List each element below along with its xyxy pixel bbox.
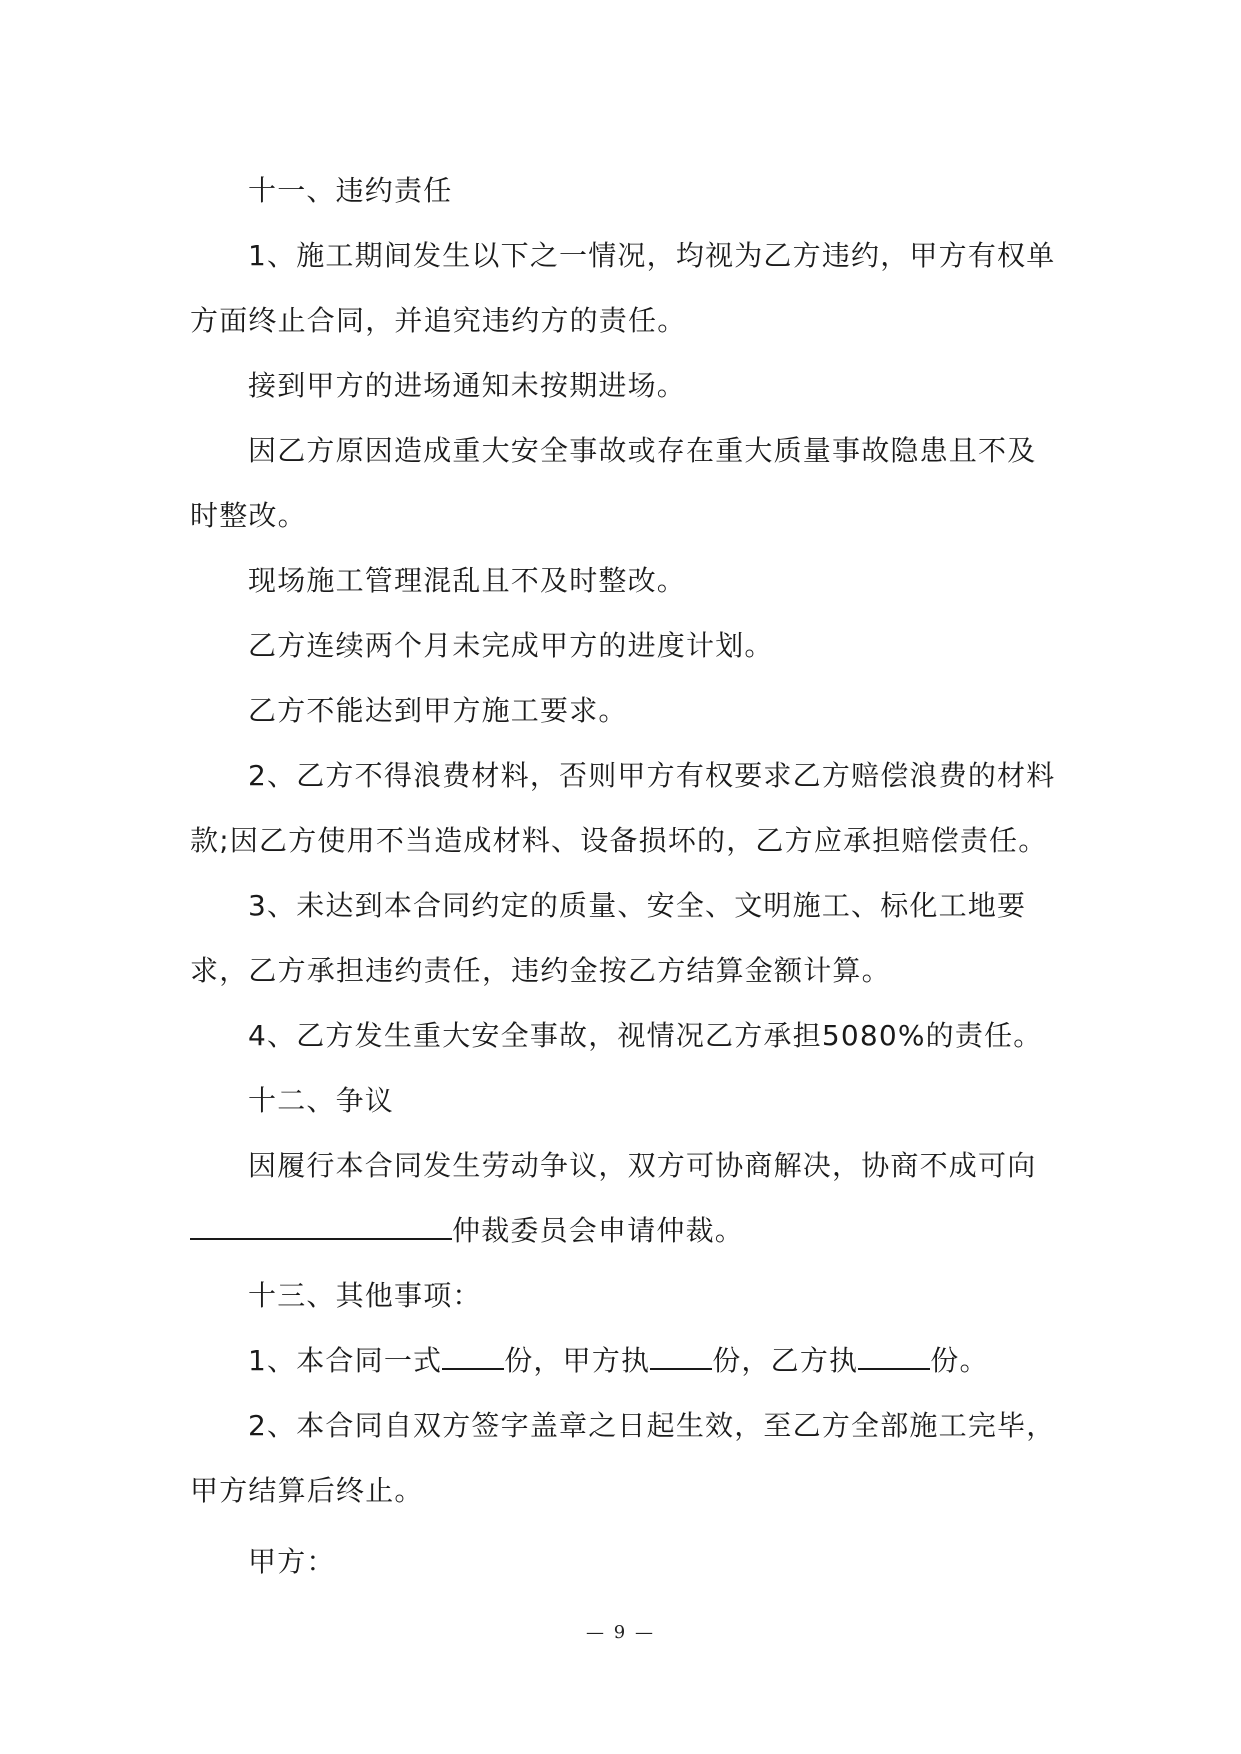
copies-text-1: 1、本合同一式	[248, 1344, 443, 1377]
clause-11-4: 4、乙方发生重大安全事故，视情况乙方承担5080%的责任。	[248, 1019, 1043, 1052]
violation-item-1: 接到甲方的进场通知未按期进场。	[248, 369, 687, 402]
section-11-title: 十一、违约责任	[248, 174, 453, 207]
effective-clause: 2、本合同自双方签字盖章之日起生效，至乙方全部施工完毕，甲方结算后终止。	[190, 1409, 1056, 1507]
violation-item-5: 乙方不能达到甲方施工要求。	[248, 694, 628, 727]
clause-11-3: 3、未达到本合同约定的质量、安全、文明施工、标化工地要求，乙方承担违约责任，违约金按乙方结算金额计算。	[190, 889, 1027, 987]
clause-11-1: 1、施工期间发生以下之一情况，均视为乙方违约，甲方有权单方面终止合同，并追究违约方的责任。	[190, 239, 1056, 337]
violation-item-4: 乙方连续两个月未完成甲方的进度计划。	[248, 629, 774, 662]
clause-11-2: 2、乙方不得浪费材料，否则甲方有权要求乙方赔偿浪费的材料款;因乙方使用不当造成材料、设备损坏的，乙方应承担赔偿责任。	[190, 759, 1056, 857]
arbitration-line	[190, 1198, 1060, 1263]
section-12-title: 十二、争议	[248, 1084, 395, 1117]
violation-item-2: 因乙方原因造成重大安全事故或存在重大质量事故隐患且不及时整改。	[190, 434, 1037, 532]
page-number: — 9 —	[586, 1622, 655, 1643]
copies-text-3: 份，乙方执	[712, 1344, 859, 1377]
document-body	[190, 158, 1060, 1594]
copies-total-blank	[442, 1338, 504, 1370]
copies-party-b-blank	[858, 1338, 930, 1370]
copies-clause	[190, 1328, 1060, 1393]
copies-text-4: 份。	[930, 1344, 989, 1377]
violation-item-3: 现场施工管理混乱且不及时整改。	[248, 564, 687, 597]
arbitration-suffix: 仲裁委员会申请仲裁。	[452, 1214, 745, 1247]
dispute-clause: 因履行本合同发生劳动争议，双方可协商解决，协商不成可向	[248, 1149, 1037, 1182]
copies-party-a-blank	[650, 1338, 712, 1370]
arbitration-blank	[190, 1208, 452, 1240]
copies-text-2: 份，甲方执	[504, 1344, 651, 1377]
section-13-title: 十三、其他事项：	[248, 1279, 482, 1312]
party-a-label: 甲方：	[248, 1545, 336, 1578]
